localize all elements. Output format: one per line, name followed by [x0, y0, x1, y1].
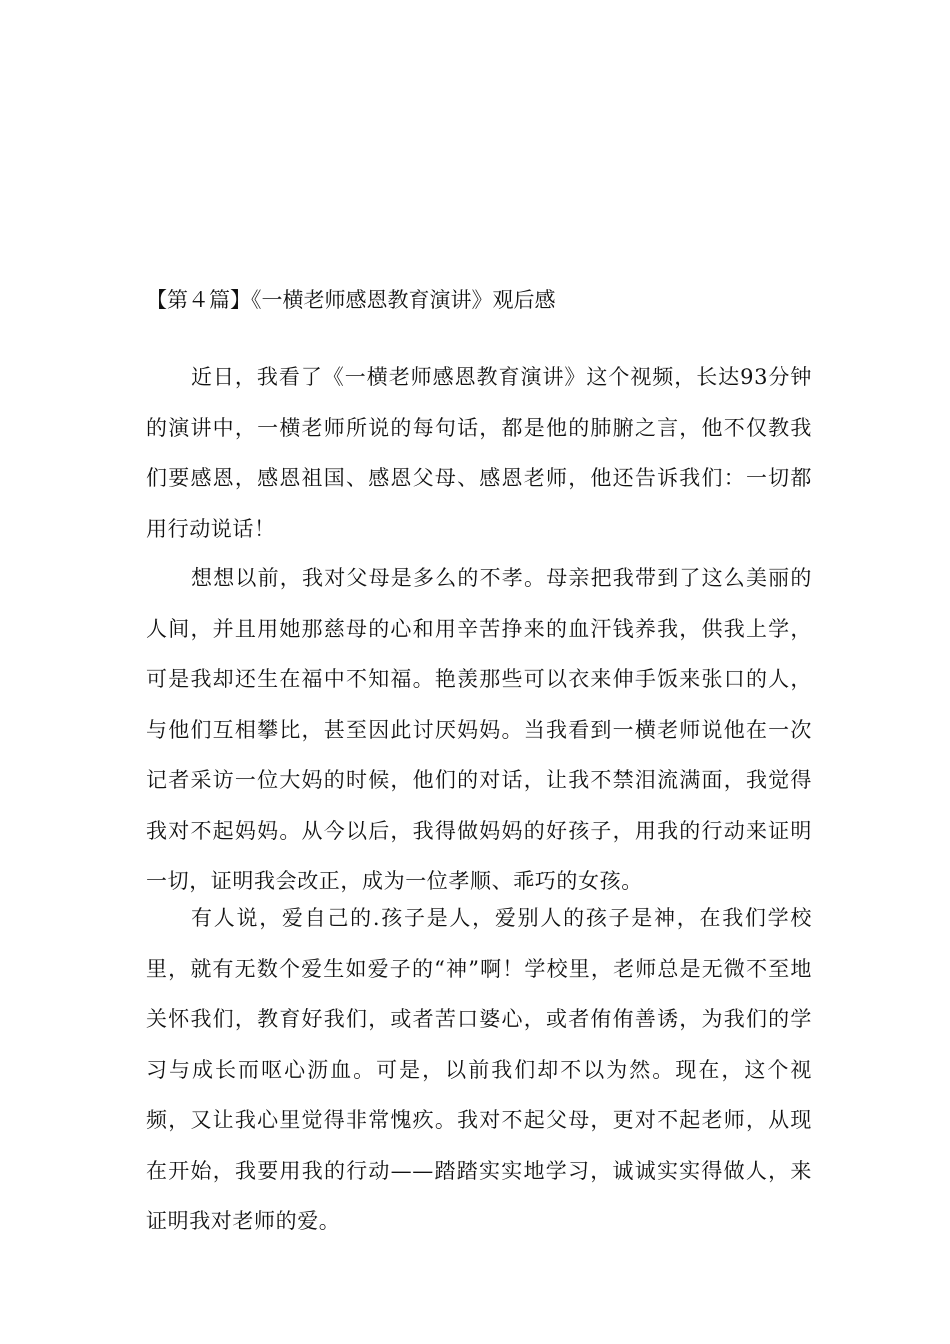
- paragraph-2: 想想以前，我对父母是多么的不孝。母亲把我带到了这么美丽的人间，并且用她那慈母的心和用辛苦挣来的血汗钱养我，供我上学，可是我却还生在福中不知福。艳羡那些可以衣来伸手饭来张口的人，与他们互相攀比，甚至因此讨厌妈妈。当我看到一横老师说他在一次记者采访一位大妈的时候，他们的对话，让我不禁泪流满面，我觉得我对不起妈妈。从今以后，我得做妈妈的好孩子，用我的行动来证明一切，证明我会改正，成为一位孝顺、乖巧的女孩。: [146, 566, 812, 893]
- document-title: 【第４篇】《一横老师感恩教育演讲》观后感: [146, 288, 556, 312]
- paragraph-1: 近日，我看了《一横老师感恩教育演讲》这个视频，长达93分钟的演讲中，一横老师所说的每句话，都是他的肺腑之言，他不仅教我们要感恩，感恩祖国、感恩父母、感恩老师，他还告诉我们：一切都用行动说话！: [146, 365, 812, 541]
- paragraph-3: 有人说，爱自己的.孩子是人，爱别人的孩子是神，在我们学校里，就有无数个爱生如爱子的“神”啊！学校里，老师总是无微不至地关怀我们，教育好我们，或者苦口婆心，或者侑侑善诱，为我们的学习与成长而呕心沥血。可是，以前我们却不以为然。现在，这个视频，又让我心里觉得非常愧疚。我对不起父母，更对不起老师，从现在开始，我要用我的行动——踏踏实实地学习，诚诚实实得做人，来证明我对老师的爱。: [146, 906, 812, 1233]
